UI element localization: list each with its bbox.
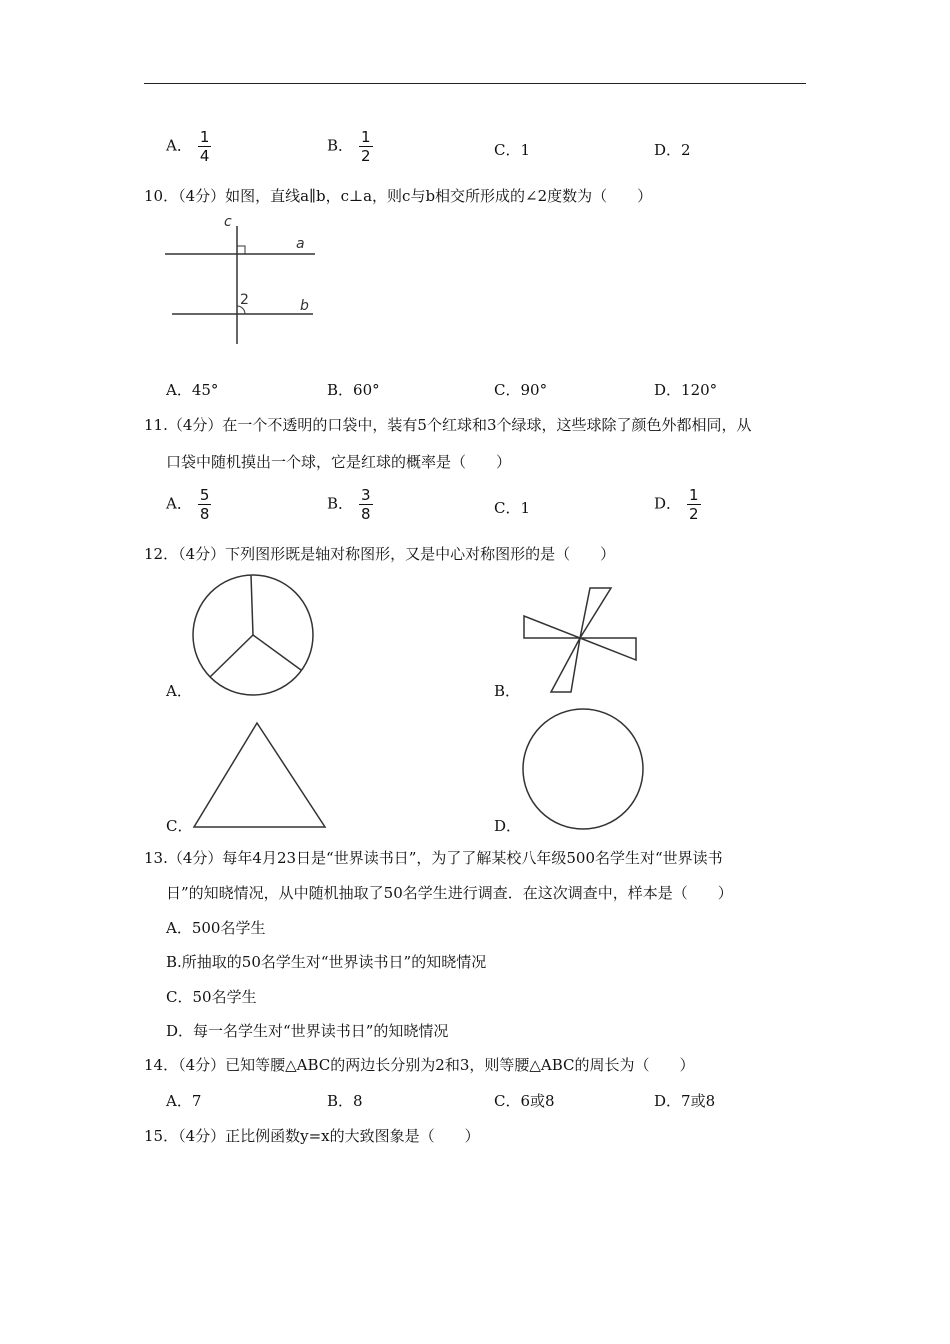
- q11-option-c[interactable]: C．1: [494, 499, 531, 517]
- q10-figure: [160, 212, 330, 352]
- q15-stem: 15．（4分）正比例函数y=x的大致图象是（ ）: [144, 1127, 480, 1145]
- q12-option-c[interactable]: C．: [166, 817, 193, 835]
- q9-option-b[interactable]: B． $\frac{1}{2}$: [327, 128, 371, 165]
- q14-option-c[interactable]: C．6或8: [494, 1092, 555, 1110]
- fraction: $\frac{1}{4}$: [199, 128, 210, 165]
- q13-option-d[interactable]: D．每一名学生对“世界读书日”的知晓情况: [166, 1022, 449, 1040]
- q14-stem: 14．（4分）已知等腰△ABC的两边长分别为2和3，则等腰△ABC的周长为（ ）: [144, 1056, 695, 1074]
- q13-option-c[interactable]: C．50名学生: [166, 988, 257, 1006]
- q14-option-d[interactable]: D．7或8: [654, 1092, 716, 1110]
- q10-option-b[interactable]: B．60°: [327, 381, 380, 399]
- fraction: $\frac{1}{2}$: [361, 128, 371, 165]
- q14-option-a[interactable]: A．7: [166, 1092, 202, 1110]
- q10-option-a[interactable]: A．45°: [166, 381, 219, 399]
- label-a: a: [296, 236, 305, 252]
- q9-option-c[interactable]: C．1: [494, 141, 531, 159]
- label-angle-2: 2: [240, 292, 249, 308]
- label-b: b: [300, 298, 309, 314]
- header-rule: [144, 83, 806, 84]
- triangle: [194, 723, 325, 827]
- q11-option-a[interactable]: A． $\frac{5}{8}$: [166, 486, 210, 523]
- q12-option-d[interactable]: D．: [494, 817, 522, 835]
- fraction: $\frac{3}{8}$: [361, 486, 371, 523]
- q12-option-b[interactable]: B．: [494, 682, 521, 700]
- q11-option-d[interactable]: D． $\frac{1}{2}$: [654, 486, 699, 523]
- blade: [580, 588, 611, 638]
- q10-option-d[interactable]: D．120°: [654, 381, 718, 399]
- q12-figure-c: [190, 720, 330, 832]
- q14-option-b[interactable]: B．8: [327, 1092, 363, 1110]
- q13-option-a[interactable]: A．500名学生: [166, 919, 266, 937]
- q11-stem-line2: 口袋中随机摸出一个球，它是红球的概率是（ ）: [166, 453, 512, 471]
- q12-figure-a: [190, 572, 320, 698]
- q13-stem-line1: 13.（4分）每年4月23日是“世界读书日”，为了了解某校八年级500名学生对“世界读书: [144, 849, 723, 867]
- q9-option-a[interactable]: A． $\frac{1}{4}$: [166, 128, 210, 165]
- label-c: c: [224, 214, 232, 230]
- radius: [251, 575, 253, 635]
- blade: [524, 616, 580, 638]
- q12-figure-b: [518, 584, 642, 696]
- q11-option-b[interactable]: B． $\frac{3}{8}$: [327, 486, 371, 523]
- fraction: $\frac{1}{2}$: [689, 486, 699, 523]
- q12-option-a[interactable]: A．: [166, 682, 192, 700]
- q13-stem-line2: 日”的知晓情况，从中随机抽取了50名学生进行调查．在这次调查中，样本是（ ）: [166, 884, 733, 902]
- q13-option-b[interactable]: B.所抽取的50名学生对“世界读书日”的知晓情况: [166, 953, 487, 971]
- q11-stem-line1: 11.（4分）在一个不透明的口袋中，装有5个红球和3个绿球，这些球除了颜色外都相同，从: [144, 416, 752, 434]
- q12-stem: 12．（4分）下列图形既是轴对称图形，又是中心对称图形的是（ ）: [144, 545, 616, 563]
- blade: [551, 638, 580, 692]
- radius: [210, 635, 253, 677]
- radius: [253, 635, 301, 670]
- q10-option-c[interactable]: C．90°: [494, 381, 548, 399]
- circle: [523, 709, 643, 829]
- blade: [580, 638, 636, 660]
- q12-figure-d: [520, 707, 646, 833]
- right-angle-mark: [237, 246, 245, 254]
- q10-stem: 10．（4分）如图，直线a∥b，c⊥a，则c与b相交所形成的∠2度数为（ ）: [144, 187, 653, 205]
- q9-option-d[interactable]: D．2: [654, 141, 691, 159]
- fraction: $\frac{5}{8}$: [199, 486, 210, 523]
